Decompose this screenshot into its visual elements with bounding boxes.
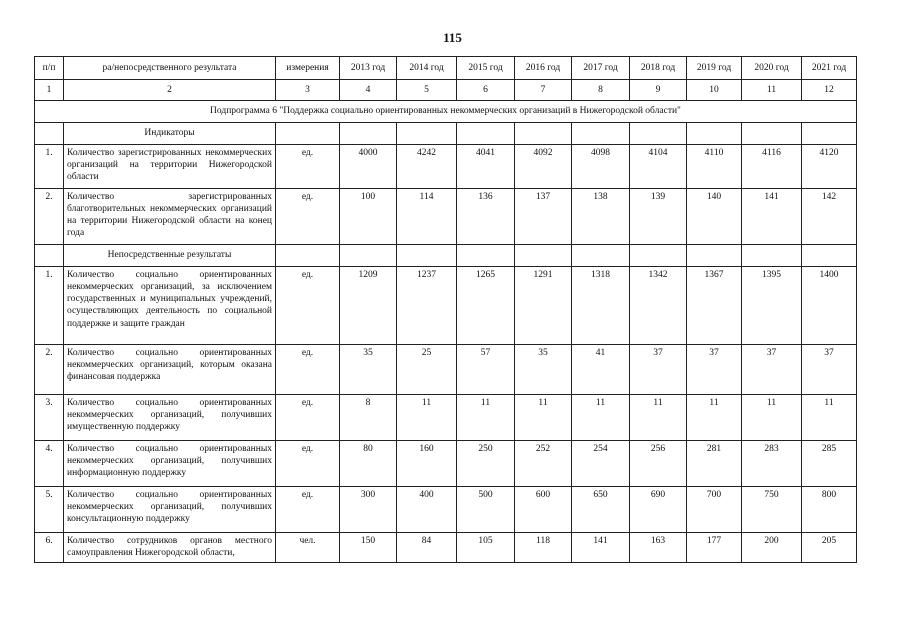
value-cell: 84 xyxy=(397,533,457,563)
header-cell: 2015 год xyxy=(457,57,515,80)
header-cell: п/п xyxy=(35,57,64,80)
value-cell: 4242 xyxy=(397,145,457,189)
value-cell: 8 xyxy=(340,395,397,441)
value-cell: 25 xyxy=(397,345,457,395)
header-cell: 2020 год xyxy=(742,57,802,80)
value-cell: 1342 xyxy=(630,267,687,345)
value-cell: 400 xyxy=(397,487,457,533)
value-cell: 250 xyxy=(457,441,515,487)
unit-cell: ед. xyxy=(276,345,340,395)
value-cell: 1400 xyxy=(802,267,857,345)
header-cell: 2019 год xyxy=(687,57,742,80)
empty-cell xyxy=(515,123,572,145)
row-number: 2. xyxy=(35,189,64,245)
empty-cell xyxy=(630,245,687,267)
column-index-cell: 9 xyxy=(630,80,687,101)
indicator-name: Количество сотрудников органов местного самоуправления Нижегородской области, xyxy=(64,533,276,563)
value-cell: 177 xyxy=(687,533,742,563)
value-cell: 1367 xyxy=(687,267,742,345)
empty-cell xyxy=(35,123,64,145)
empty-cell xyxy=(572,245,630,267)
value-cell: 4098 xyxy=(572,145,630,189)
table-row xyxy=(35,395,857,441)
value-cell: 285 xyxy=(802,441,857,487)
empty-cell xyxy=(397,123,457,145)
column-index-cell: 6 xyxy=(457,80,515,101)
value-cell: 205 xyxy=(802,533,857,563)
header-row xyxy=(35,57,857,80)
value-cell: 37 xyxy=(742,345,802,395)
indicator-name: Количество зарегистрированных благотворительных некоммерческих организаций на территории Нижегородской области на конец года xyxy=(64,189,276,245)
value-cell: 35 xyxy=(515,345,572,395)
value-cell: 105 xyxy=(457,533,515,563)
unit-cell: ед. xyxy=(276,487,340,533)
unit-cell: ед. xyxy=(276,395,340,441)
header-cell: 2016 год xyxy=(515,57,572,80)
empty-cell xyxy=(687,123,742,145)
empty-cell xyxy=(742,245,802,267)
header-cell: ра/непосредственного результата xyxy=(64,57,276,80)
empty-cell xyxy=(397,245,457,267)
value-cell: 500 xyxy=(457,487,515,533)
value-cell: 281 xyxy=(687,441,742,487)
value-cell: 80 xyxy=(340,441,397,487)
value-cell: 37 xyxy=(687,345,742,395)
value-cell: 200 xyxy=(742,533,802,563)
value-cell: 283 xyxy=(742,441,802,487)
value-cell: 4110 xyxy=(687,145,742,189)
indicator-name: Количество социально ориентированных некоммерческих организаций, которым оказана финансовая поддержка xyxy=(64,345,276,395)
empty-cell xyxy=(802,123,857,145)
empty-cell xyxy=(276,123,340,145)
value-cell: 700 xyxy=(687,487,742,533)
section-title: Подпрограмма 6 "Поддержка социально ориентированных некоммерческих организаций в Нижегородской области" xyxy=(35,101,857,123)
table-row xyxy=(35,267,857,345)
value-cell: 100 xyxy=(340,189,397,245)
value-cell: 254 xyxy=(572,441,630,487)
value-cell: 114 xyxy=(397,189,457,245)
column-index-cell: 5 xyxy=(397,80,457,101)
unit-cell: чел. xyxy=(276,533,340,563)
unit-cell: ед. xyxy=(276,189,340,245)
row-number: 2. xyxy=(35,345,64,395)
column-index-cell: 3 xyxy=(276,80,340,101)
row-number: 3. xyxy=(35,395,64,441)
column-index-cell: 10 xyxy=(687,80,742,101)
header-cell: 2021 год xyxy=(802,57,857,80)
table-row xyxy=(35,533,857,563)
section-row xyxy=(35,101,857,123)
value-cell: 11 xyxy=(802,395,857,441)
value-cell: 139 xyxy=(630,189,687,245)
value-cell: 37 xyxy=(630,345,687,395)
value-cell: 256 xyxy=(630,441,687,487)
table-row xyxy=(35,441,857,487)
empty-cell xyxy=(276,245,340,267)
unit-cell: ед. xyxy=(276,267,340,345)
value-cell: 37 xyxy=(802,345,857,395)
indicator-name: Количество зарегистрированных некоммерческих организаций на территории Нижегородской области xyxy=(64,145,276,189)
indicator-name: Количество социально ориентированных некоммерческих организаций, получивших информационную поддержку xyxy=(64,441,276,487)
group-title: Непосредственные результаты xyxy=(64,245,276,267)
value-cell: 11 xyxy=(457,395,515,441)
column-index-cell: 12 xyxy=(802,80,857,101)
empty-cell xyxy=(340,123,397,145)
value-cell: 750 xyxy=(742,487,802,533)
table-row xyxy=(35,487,857,533)
header-cell: 2017 год xyxy=(572,57,630,80)
value-cell: 1209 xyxy=(340,267,397,345)
value-cell: 41 xyxy=(572,345,630,395)
value-cell: 150 xyxy=(340,533,397,563)
unit-cell: ед. xyxy=(276,441,340,487)
indicator-name: Количество социально ориентированных некоммерческих организаций, получивших имущественную поддержку xyxy=(64,395,276,441)
empty-cell xyxy=(340,245,397,267)
value-cell: 11 xyxy=(515,395,572,441)
value-cell: 138 xyxy=(572,189,630,245)
value-cell: 800 xyxy=(802,487,857,533)
value-cell: 140 xyxy=(687,189,742,245)
column-index-cell: 4 xyxy=(340,80,397,101)
value-cell: 137 xyxy=(515,189,572,245)
value-cell: 4000 xyxy=(340,145,397,189)
empty-cell xyxy=(572,123,630,145)
empty-cell xyxy=(457,123,515,145)
value-cell: 142 xyxy=(802,189,857,245)
value-cell: 1265 xyxy=(457,267,515,345)
value-cell: 252 xyxy=(515,441,572,487)
empty-cell xyxy=(35,245,64,267)
indicator-name: Количество социально ориентированных некоммерческих организаций, за исключением государственных и муниципальных учреждений, осуществляющих деятельность по социальной поддержке и защите граждан xyxy=(64,267,276,345)
empty-cell xyxy=(630,123,687,145)
group-row xyxy=(35,245,857,267)
row-number: 1. xyxy=(35,145,64,189)
value-cell: 35 xyxy=(340,345,397,395)
value-cell: 57 xyxy=(457,345,515,395)
column-index-cell: 8 xyxy=(572,80,630,101)
column-index-row xyxy=(35,80,857,101)
group-title: Индикаторы xyxy=(64,123,276,145)
empty-cell xyxy=(457,245,515,267)
row-number: 5. xyxy=(35,487,64,533)
value-cell: 1237 xyxy=(397,267,457,345)
indicator-name: Количество социально ориентированных некоммерческих организаций, получивших консультационную поддержку xyxy=(64,487,276,533)
header-cell: 2018 год xyxy=(630,57,687,80)
value-cell: 1395 xyxy=(742,267,802,345)
value-cell: 118 xyxy=(515,533,572,563)
empty-cell xyxy=(687,245,742,267)
group-row xyxy=(35,123,857,145)
value-cell: 11 xyxy=(572,395,630,441)
header-cell: 2014 год xyxy=(397,57,457,80)
value-cell: 4116 xyxy=(742,145,802,189)
column-index-cell: 11 xyxy=(742,80,802,101)
value-cell: 1291 xyxy=(515,267,572,345)
page-number: 115 xyxy=(443,30,462,45)
column-index-cell: 2 xyxy=(64,80,276,101)
value-cell: 11 xyxy=(630,395,687,441)
value-cell: 1318 xyxy=(572,267,630,345)
value-cell: 4092 xyxy=(515,145,572,189)
value-cell: 4104 xyxy=(630,145,687,189)
column-index-cell: 7 xyxy=(515,80,572,101)
table-row xyxy=(35,189,857,245)
table-row xyxy=(35,345,857,395)
value-cell: 690 xyxy=(630,487,687,533)
value-cell: 11 xyxy=(742,395,802,441)
value-cell: 4120 xyxy=(802,145,857,189)
value-cell: 4041 xyxy=(457,145,515,189)
value-cell: 300 xyxy=(340,487,397,533)
row-number: 6. xyxy=(35,533,64,563)
column-index-cell: 1 xyxy=(35,80,64,101)
row-number: 4. xyxy=(35,441,64,487)
value-cell: 600 xyxy=(515,487,572,533)
value-cell: 141 xyxy=(572,533,630,563)
empty-cell xyxy=(515,245,572,267)
value-cell: 163 xyxy=(630,533,687,563)
value-cell: 136 xyxy=(457,189,515,245)
row-number: 1. xyxy=(35,267,64,345)
value-cell: 11 xyxy=(397,395,457,441)
unit-cell: ед. xyxy=(276,145,340,189)
value-cell: 11 xyxy=(687,395,742,441)
empty-cell xyxy=(742,123,802,145)
empty-cell xyxy=(802,245,857,267)
results-table xyxy=(34,56,857,563)
value-cell: 141 xyxy=(742,189,802,245)
header-cell: 2013 год xyxy=(340,57,397,80)
value-cell: 650 xyxy=(572,487,630,533)
value-cell: 160 xyxy=(397,441,457,487)
header-cell: измерения xyxy=(276,57,340,80)
table-row xyxy=(35,145,857,189)
